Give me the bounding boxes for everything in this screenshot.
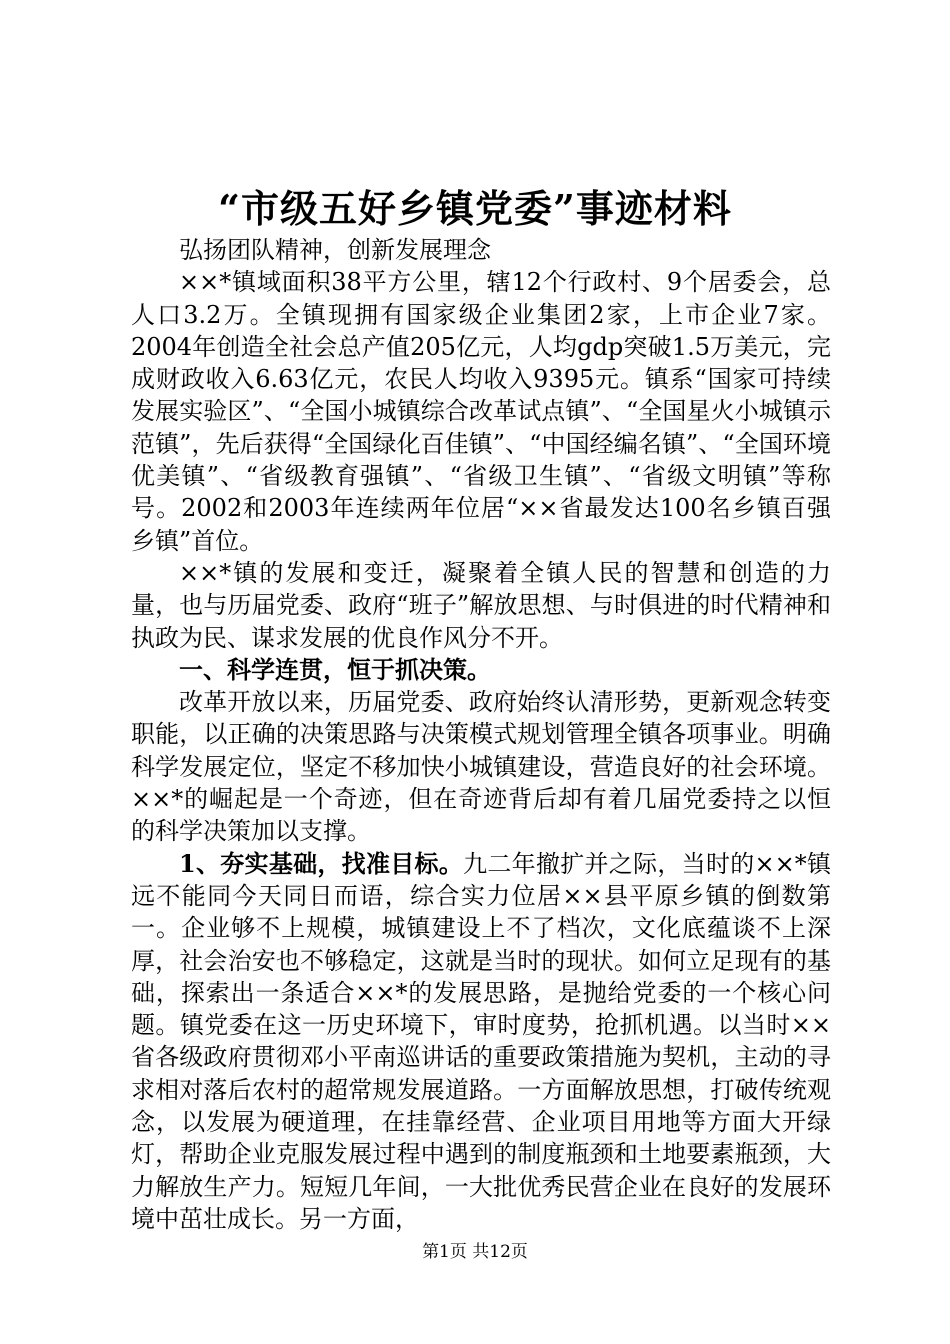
body-paragraph: 改革开放以来，历届党委、政府始终认清形势，更新观念转变职能，以正确的决策思路与决策模式规划管理全镇各项事业。明确科学发展定位，坚定不移加快小城镇建设，营造良好的社会环境。××*的崛起是一个奇迹，但在奇迹背后却有着几届党委持之以恒的科学决策加以支撑。 bbox=[131, 688, 831, 846]
subsection-lead: 1、夯实基础，找准目标。 bbox=[179, 848, 464, 878]
subtitle-paragraph: 弘扬团队精神，创新发展理念 bbox=[179, 236, 491, 264]
subsection-text: 九二年撤扩并之际，当时的××*镇远不能同今天同日而语，综合实力位居××县平原乡镇的倒数第一。企业够不上规模，城镇建设上不了档次，文化底蕴谈不上深厚，社会治安也不够稳定，这就是当时的现状。如何立足现有的基础，探索出一条适合××*的发展思路，是抛给党委的一个核心问题。镇党委在这一历史环境下，审时度势，抢抓机遇。以当时××省各级政府贯彻邓小平南巡讲话的重要政策措施为契机，主动的寻求相对落后农村的超常规发展道路。一方面解放思想，打破传统观念，以发展为硬道理，在挂靠经营、企业项目用地等方面大开绿灯，帮助企业克服发展过程中遇到的制度瓶颈和土地要素瓶颈，大力解放生产力。短短几年间，一大批优秀民营企业在良好的发展环境中茁壮成长。另一方面， bbox=[131, 849, 832, 1233]
body-paragraph: ××*镇的发展和变迁，凝聚着全镇人民的智慧和创造的力量，也与历届党委、政府“班子”解放思想、与时俱进的时代精神和执政为民、谋求发展的优良作风分不开。 bbox=[131, 558, 831, 652]
body-paragraph: ××*镇域面积38平方公里，辖12个行政村、9个居委会，总人口3.2万。全镇现拥有国家级企业集团2家，上市企业7家。2004年创造全社会总产值205亿元，人均gdp突破1.5万美元，完成财政收入6.63亿元，农民人均收入9395元。镇系“国家可持续发展实验区”、“全国小城镇综合改革试点镇”、“全国星火小城镇示范镇”，先后获得“全国绿化百佳镇”、“中国经编名镇”、“全国环境优美镇”、“省级教育强镇”、“省级卫生镇”、“省级文明镇”等称号。2002和2003年连续两年位居“××省最发达100名乡镇百强乡镇”首位。 bbox=[131, 268, 831, 555]
document-title: “市级五好乡镇党委”事迹材料 bbox=[218, 186, 732, 231]
section-heading: 一、科学连贯，恒于抓决策。 bbox=[179, 654, 491, 684]
body-paragraph bbox=[131, 848, 831, 1236]
page-footer: 第1页 共12页 bbox=[422, 1242, 528, 1262]
document-body bbox=[131, 234, 831, 1235]
